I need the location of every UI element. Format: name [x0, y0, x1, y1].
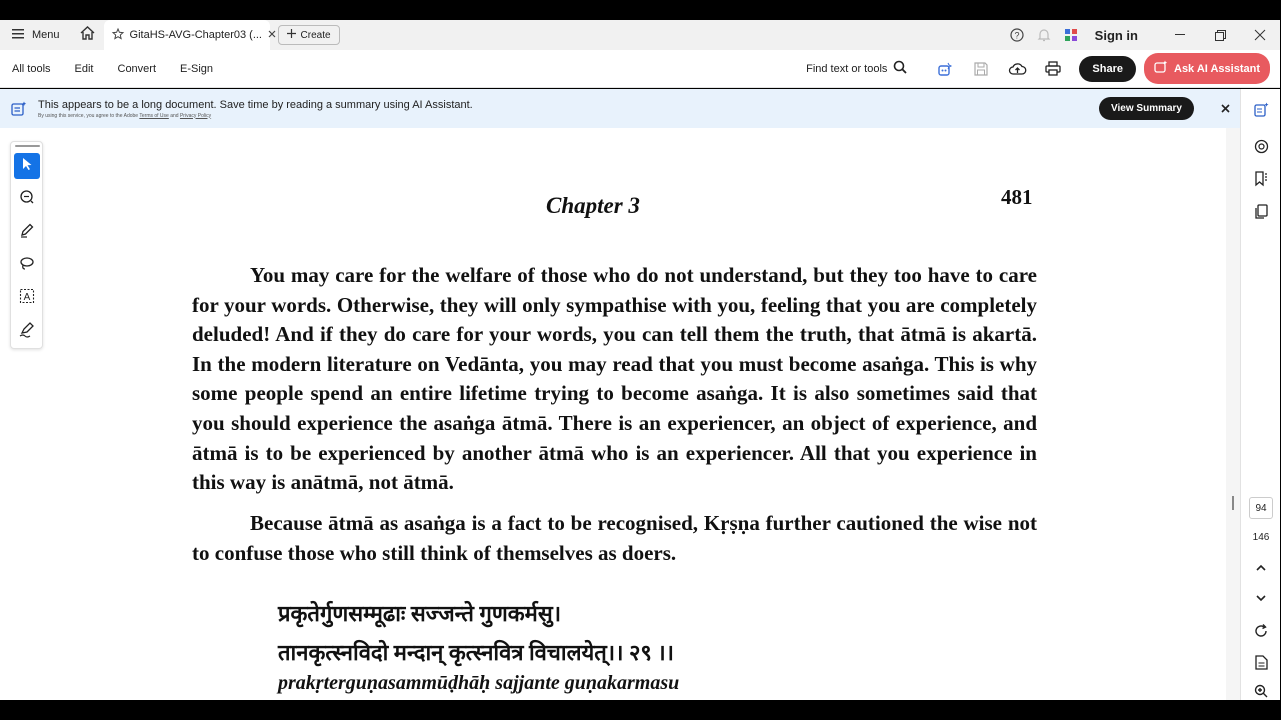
sign-tool[interactable] [14, 318, 40, 344]
document-viewport[interactable] [0, 128, 1240, 700]
edit-menu[interactable]: Edit [74, 62, 94, 75]
bookmark-icon[interactable] [1241, 171, 1281, 186]
minimize-button[interactable] [1160, 34, 1200, 36]
current-page-input[interactable]: 94 [1249, 497, 1273, 519]
print-icon[interactable] [1035, 61, 1071, 76]
refresh-icon[interactable] [1241, 624, 1281, 638]
banner-disclaimer [38, 113, 1099, 119]
ai-tools-icon[interactable] [927, 61, 963, 77]
sanskrit-verse-line-1: प्रकृतेर्गुणसम्मूढाः सज्जन्ते गुणकर्मसु। [278, 601, 562, 626]
home-icon [80, 26, 95, 45]
banner-message: This appears to be a long document. Save time by reading a summary using AI Assistant. [38, 98, 473, 111]
ai-assistant-icon [1154, 60, 1168, 77]
sanskrit-verse-line-2: तानकृत्स्नविदो मन्दान् कृत्स्नवित्र विचालयेत्।। २९ ।। [278, 640, 675, 665]
disclaimer-prefix: By using this service, you agree to the Adobe [38, 112, 139, 119]
find-label: Find text or tools [806, 62, 888, 75]
privacy-policy-link[interactable]: Privacy Policy [179, 112, 212, 119]
convert-menu[interactable]: Convert [117, 62, 157, 75]
text-box-icon [19, 288, 35, 309]
zoom-in-icon[interactable] [1241, 684, 1281, 698]
text-tool[interactable] [14, 285, 40, 311]
menu-button[interactable] [0, 20, 72, 50]
pdf-page [150, 128, 1100, 700]
ai-summary-banner [0, 89, 1240, 128]
chevron-down-icon[interactable] [1241, 595, 1281, 602]
comment-tool[interactable] [14, 186, 40, 212]
ask-ai-assistant-button[interactable] [1144, 53, 1270, 84]
summary-icon [0, 101, 38, 116]
apps-grid-icon[interactable] [1058, 28, 1085, 42]
hamburger-icon [12, 29, 24, 42]
top-black-bar [0, 0, 1280, 20]
svg-text:?: ? [1014, 30, 1020, 41]
bottom-black-bar [0, 700, 1280, 720]
signature-pen-icon [19, 321, 35, 342]
restore-button[interactable] [1200, 30, 1240, 41]
ask-ai-label: Ask AI Assistant [1174, 62, 1260, 75]
comment-icon[interactable] [1241, 139, 1281, 154]
paragraph-1: You may care for the welfare of those who do not understand, but they too have to care for your words. Otherwise, they will only sympathise with you, feeling that you are completely deluded! And if they do care for your words, you can tell them the truth, that ātmā is akartā. In the modern literature on Vedānta, you may read that you must become asaṅga. This is why some people spend an entire lifetime trying to become asaṅga. It is also sometimes said that you should experience the asaṅga ātmā. There is an experiencer, an object of experience, and ātmā is to be experienced by another ātmā who is an experiencer. All that you experience in this way is anātmā, not ātmā. [192, 263, 1037, 495]
lasso-icon [19, 255, 35, 276]
document-tab-title: GitaHS-AVG-Chapter03 (... [129, 29, 262, 41]
menu-label: Menu [32, 29, 60, 41]
close-tab-icon[interactable] [268, 29, 276, 41]
main-toolbar [0, 50, 1280, 88]
create-button[interactable] [278, 25, 340, 45]
home-button[interactable] [72, 20, 104, 50]
close-window-button[interactable] [1240, 30, 1280, 40]
create-label: Create [300, 29, 331, 41]
cursor-arrow-icon [21, 157, 33, 176]
esign-menu[interactable]: E-Sign [180, 62, 214, 75]
share-button[interactable]: Share [1079, 56, 1136, 82]
select-tool[interactable] [14, 153, 40, 179]
panel-grip[interactable] [15, 145, 40, 147]
document-info-icon[interactable] [1241, 655, 1281, 670]
help-icon[interactable] [1004, 28, 1031, 42]
find-search[interactable] [806, 60, 907, 77]
terms-of-use-link[interactable]: Terms of Use [139, 112, 169, 119]
chapter-title: Chapter 3 [546, 193, 640, 218]
svg-text:A: A [23, 291, 31, 303]
paragraph-2: Because ātmā as asaṅga is a fact to be recognised, Kṛṣṇa further cautioned the wise not to confuse those who still think of themselves as doers. [192, 511, 1037, 565]
ai-summary-panel-icon[interactable] [1241, 102, 1281, 117]
quick-tools-panel [10, 141, 43, 349]
comment-add-icon [19, 189, 35, 210]
page-number: 481 [1001, 185, 1033, 209]
draw-tool[interactable] [14, 252, 40, 278]
star-icon[interactable] [112, 28, 124, 43]
search-icon [893, 60, 907, 77]
view-summary-button[interactable]: View Summary [1099, 97, 1194, 120]
total-pages: 146 [1252, 532, 1270, 543]
right-panel [1240, 89, 1280, 700]
scrollbar-thumb[interactable] [1232, 496, 1234, 510]
sign-in-link[interactable]: Sign in [1094, 27, 1138, 43]
pages-icon[interactable] [1241, 204, 1281, 219]
highlight-tool[interactable] [14, 219, 40, 245]
plus-icon [287, 29, 296, 41]
document-scrollbar[interactable] [1226, 128, 1240, 700]
close-banner-icon[interactable] [1210, 104, 1240, 113]
transliteration-line: prakṛterguṇasammūḍhāḥ sajjante guṇakarmasu [278, 672, 680, 694]
all-tools-menu[interactable]: All tools [12, 62, 51, 75]
document-tab[interactable] [104, 20, 270, 50]
cloud-upload-icon[interactable] [999, 62, 1035, 76]
bell-icon[interactable] [1031, 28, 1058, 42]
tab-bar [0, 20, 1280, 50]
save-icon[interactable] [963, 62, 999, 76]
pen-icon [19, 222, 35, 243]
disclaimer-and: and [170, 112, 179, 119]
chevron-up-icon[interactable] [1241, 564, 1281, 571]
